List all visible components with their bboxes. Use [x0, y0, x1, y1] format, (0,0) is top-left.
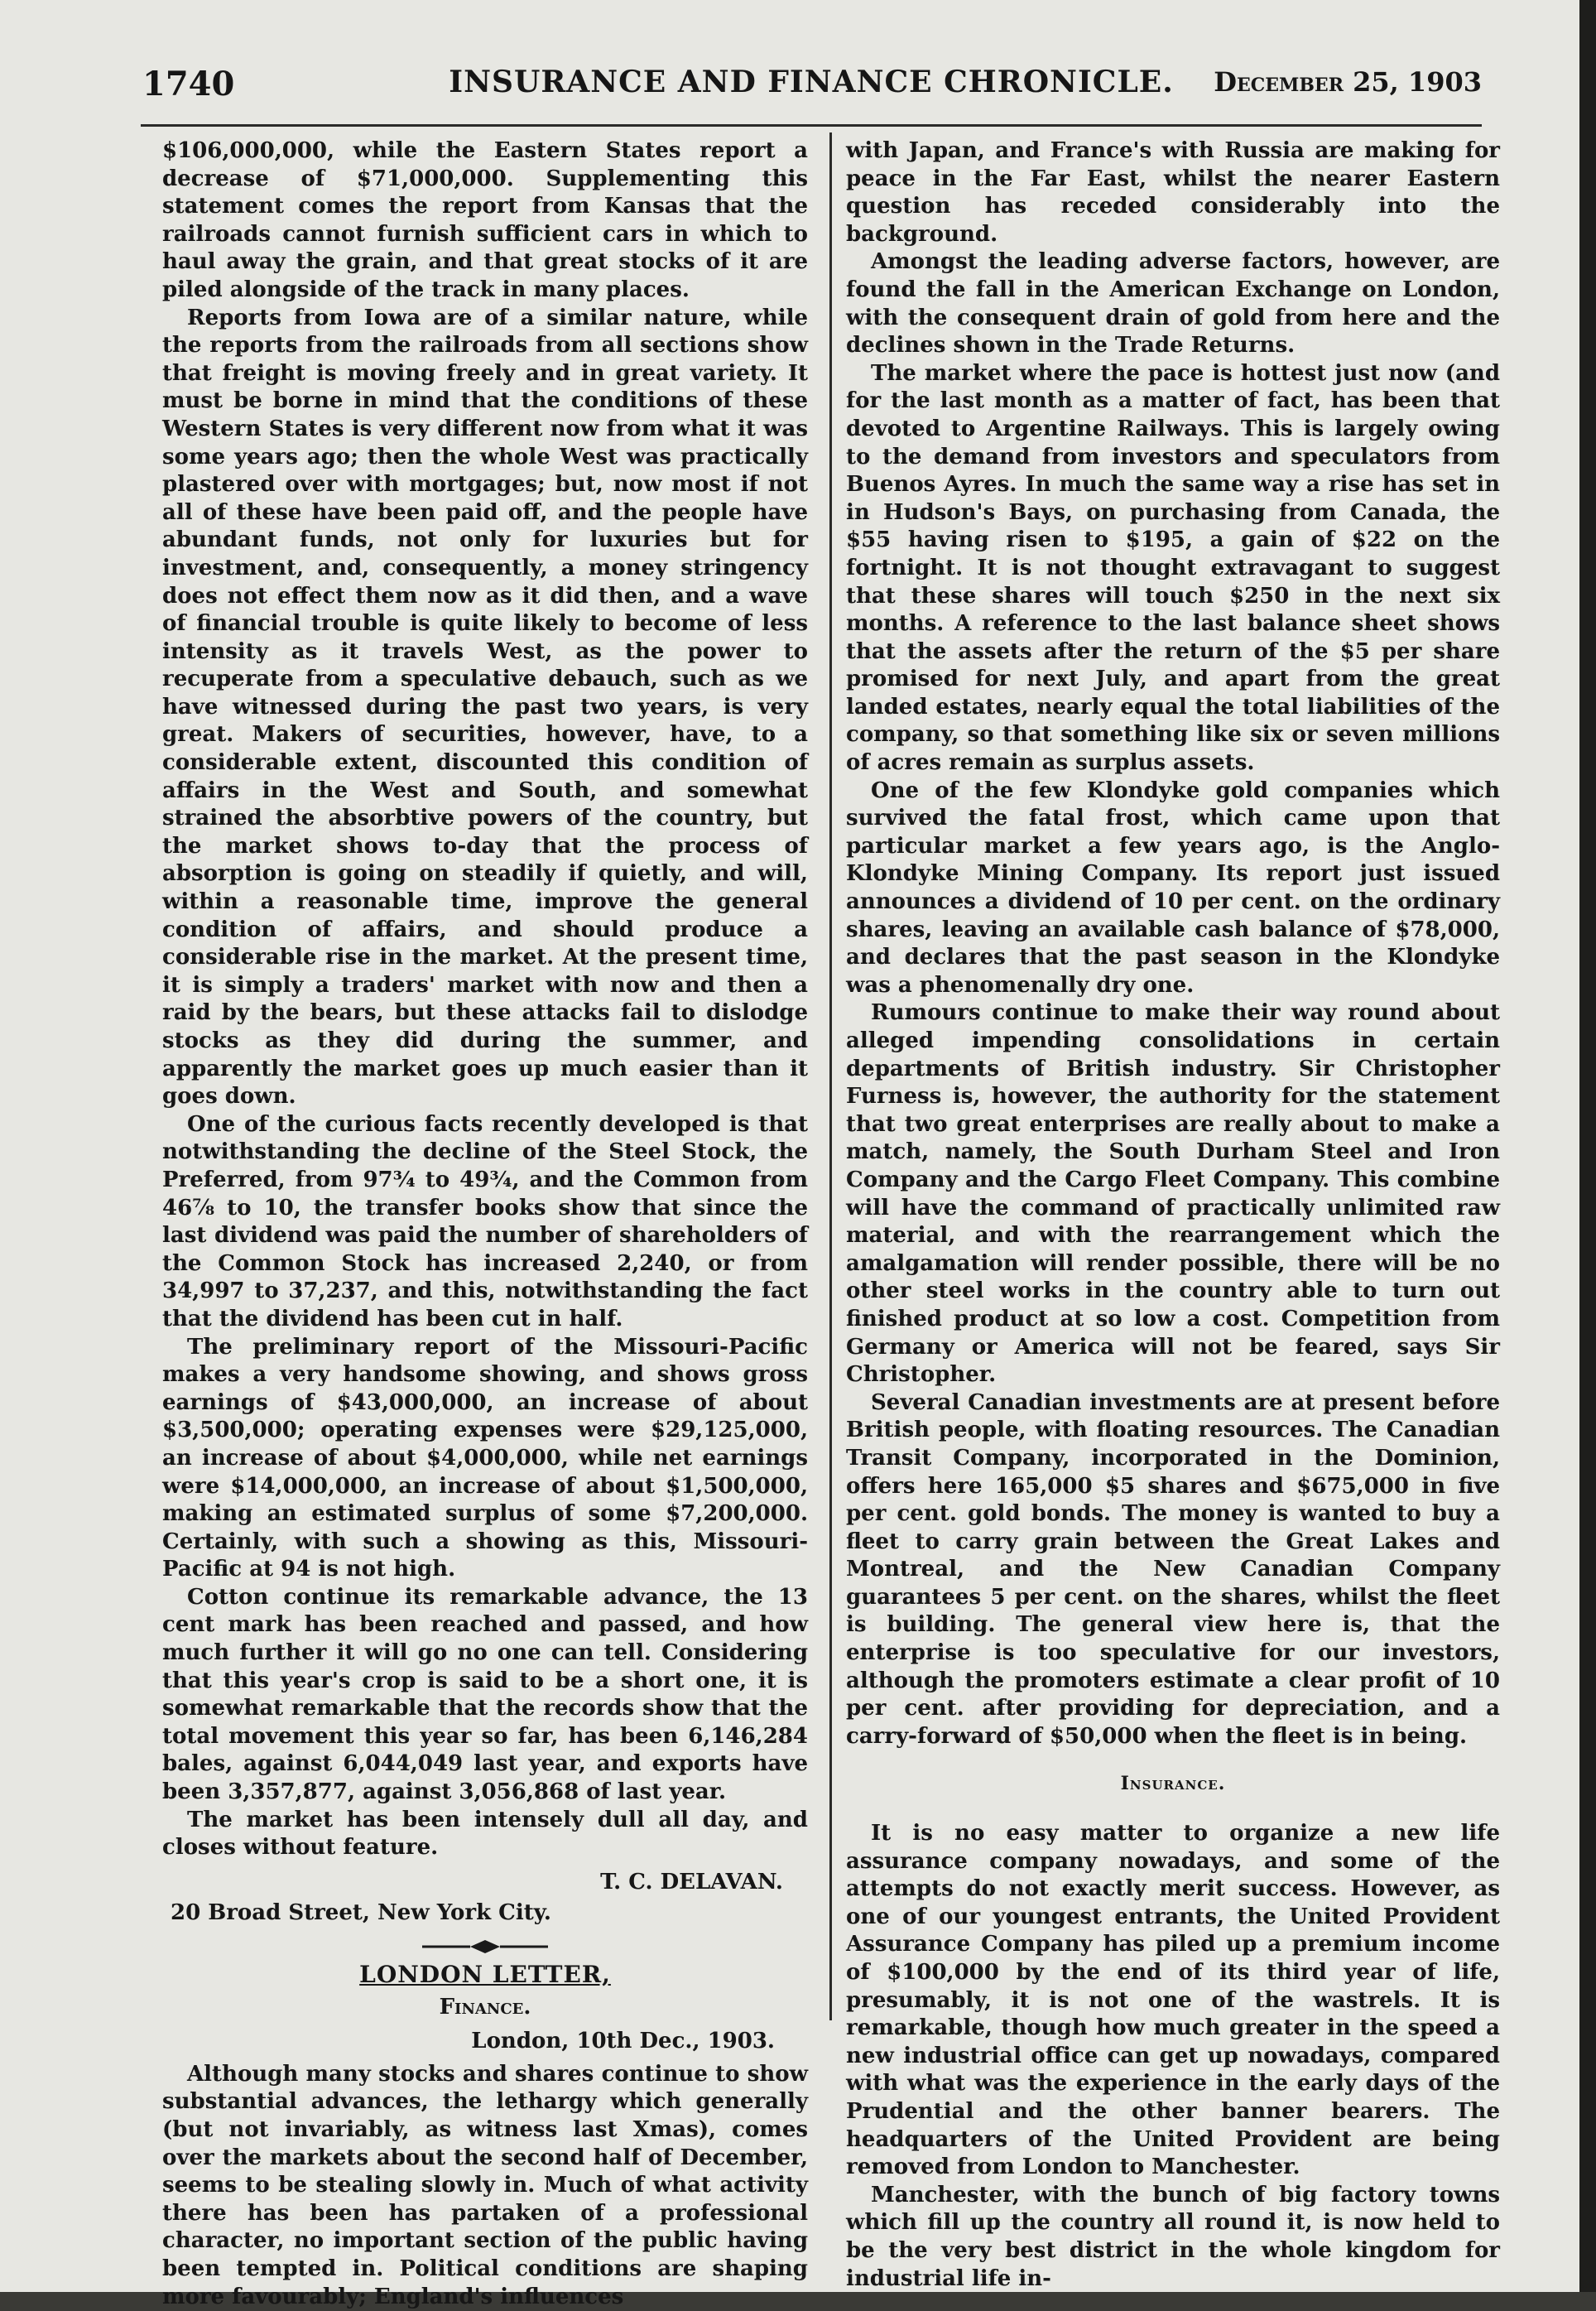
insurance-heading: Insurance. [1120, 1773, 1226, 1795]
paragraph: Although many stocks and shares continue to show substantial advances, the lethargy which generally (but not invariably, as witness last Xmas), comes over the markets about the second half of December, seems to be stealing slowly in. Much of what activity there has been has partaken of a professional character, no important section of the public having been tempted in. Political conditions are shaping more favourably; England's influences [162, 2061, 808, 2309]
header-rule [141, 124, 1482, 127]
column-divider [829, 132, 832, 2020]
paragraph: with Japan, and France's with Russia are making for peace in the Far East, whilst the nearer Eastern question has receded considerably into the background. [846, 138, 1500, 247]
paragraph: $106,000,000, while the Eastern States report a decrease of $71,000,000. Supplementing this statement comes the report from Kansas that the railroads cannot furnish sufficient cars in which to haul away the grain, and that great stocks of it are piled alongside of the track in many places. [162, 138, 808, 302]
paragraph: One of the few Klondyke gold companies which survived the fatal frost, which came upon that particular market a few years ago, is the Anglo-Klondyke Mining Company. Its report just issued announces a dividend of 10 per cent. on the ordinary shares, leaving an available cash balance of $78,000, and declares that the past season in the Klondyke was a phenomenally dry one. [846, 778, 1500, 998]
paragraph: One of the curious facts recently developed is that notwithstanding the decline of the Steel Stock, the Preferred, from 97¾ to 49¾, and the Common from 46⅞ to 10, the transfer books show that since the last dividend was paid the number of shareholders of the Common Stock has increased 2,240, or from 34,997 to 37,237, and this, notwithstanding the fact that the dividend has been cut in half. [162, 1111, 808, 1331]
paragraph: Manchester, with the bunch of big factory towns which fill up the country all round it, is now held to be the very best district in the whole kingdom for industrial life in- [846, 2182, 1500, 2291]
page-number: 1740 [142, 65, 235, 104]
paragraph: The preliminary report of the Missouri-Pacific makes a very handsome showing, and shows gross earnings of $43,000,000, an increase of about $3,500,000; operating expenses were $29,125,000, an increase of about $4,000,000, while net earnings were $14,000,000, an increase of about $1,500,000, making an estimated surplus of some $7,200,000. Certainly, with such a showing as this, Missouri-Pacific at 94 is not high. [162, 1334, 808, 1582]
left-column [162, 137, 808, 2311]
section-ornament [162, 1936, 808, 1957]
publication-title: INSURANCE AND FINANCE CHRONICLE. [449, 65, 1174, 99]
author-signature: T. C. DELAVAN. [600, 1869, 783, 1895]
paragraph: Several Canadian investments are at present before British people, with floating resources. The Canadian Transit Company, incorporated in the Dominion, offers here 165,000 $5 shares and $675,000 in five per cent. gold bonds. The money is wanted to buy a fleet to carry grain between the Great Lakes and Montreal, and the New Canadian Company guarantees 5 per cent. on the shares, whilst the fleet is building. The general view here is, that the enterprise is too speculative for our investors, although the promoters estimate a clear profit of 10 per cent. after providing for depreciation, and a carry-forward of $50,000 when the fleet is in being. [846, 1389, 1500, 1749]
page-header [141, 65, 1482, 114]
paragraph: The market has been intensely dull all day, and closes without feature. [162, 1807, 808, 1861]
page-edge-shadow [1579, 0, 1596, 2292]
issue-date: December 25, 1903 [1214, 66, 1482, 98]
paragraph: Rumours continue to make their way round about alleged impending consolidations in certain departments of British industry. Sir Christopher Furness is, however, the authority for the statement that two great enterprises are really about to make a match, namely, the South Durham Steel and Iron Company and the Cargo Fleet Company. This combine will have the command of practically unlimited raw material, and with the rearrangement which the amalgamation will render possible, there will be no other steel works in the country able to turn out finished product at so low a cost. Competition from Germany or America will not be feared, says Sir Christopher. [846, 1000, 1500, 1388]
paragraph: The market where the pace is hottest just now (and for the last month as a matter of fact, has been that devoted to Argentine Railways. This is largely owing to the demand from investors and speculators from Buenos Ayres. In much the same way a rise has set in in Hudson's Bays, on purchasing from Canada, the $55 having risen to $195, a gain of $22 on the fortnight. It is not thought extravagant to suggest that these shares will touch $250 in the next six months. A reference to the last balance sheet shows that the assets after the return of the $5 per share promised for next July, and apart from the great landed estates, nearly equal the total liabilities of the company, so that something like six or seven millions of acres remain as surplus assets. [846, 360, 1500, 776]
author-address: 20 Broad Street, New York City. [171, 1900, 551, 1926]
paragraph: Cotton continue its remarkable advance, the 13 cent mark has been reached and passed, and how much further it will go no one can tell. Considering that this year's crop is said to be a short one, it is somewhat remarkable that the records show that the total movement this year so far, has been 6,146,284 bales, against 6,044,049 last year, and exports have been 3,357,877, against 3,056,868 of last year. [162, 1584, 808, 1805]
paragraph: Reports from Iowa are of a similar nature, while the reports from the railroads from all sections show that freight is moving freely and in great variety. It must be borne in mind that the conditions of these Western States is very different now from what it was some years ago; then the whole West was practically plastered over with mortgages; but, now most if not all of these have been paid off, and the people have abundant funds, not only for luxuries but for investment, and, consequently, a money stringency does not effect them now as it did then, and a wave of financial trouble is quite likely to become of less intensity as it travels West, as the power to recuperate from a speculative debauch, such as we have witnessed during the past two years, is very great. Makers of securities, however, have, to a considerable extent, discounted this condition of affairs in the West and South, and somewhat strained the absorbtive powers of the country, but the market shows to-day that the process of absorption is going on steadily if quietly, and will, within a reasonable time, improve the general condition of affairs, and should produce a considerable rise in the market. At the present time, it is simply a traders' market with now and then a raid by the bears, but these attacks fail to dislodge stocks as they did during the summer, and apparently the market goes up much easier than it goes down. [162, 305, 808, 1110]
dateline: London, 10th Dec., 1903. [471, 2029, 775, 2054]
paragraph: It is no easy matter to organize a new life assurance company nowadays, and some of the attempts do not exactly merit success. However, as one of our youngest entrants, the United Provident Assurance Company has piled up a premium income of $100,000 by the end of its third year of life, presumably, it is not one of the wastrels. It is remarkable, though how much greater in the speed a new industrial office can get up nowadays, compared with what was the experience in the early days of the Prudential and the other banner bearers. The headquarters of the United Provident are being removed from London to Manchester. [846, 1821, 1500, 2180]
right-column [846, 137, 1500, 2293]
section-title: LONDON LETTER, [359, 1961, 611, 1988]
section-subtitle: Finance. [439, 1994, 531, 2020]
paragraph: Amongst the leading adverse factors, however, are found the fall in the American Exchange on London, with the consequent drain of gold from here and the declines shown in the Trade Returns. [846, 249, 1500, 359]
